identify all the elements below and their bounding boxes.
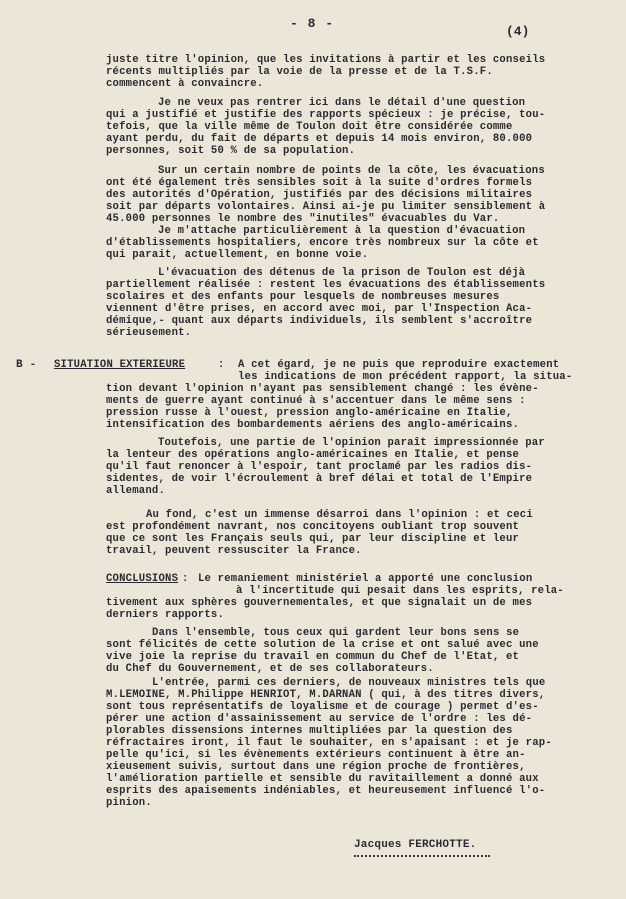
heading-separator: : bbox=[182, 573, 189, 585]
text-line: du Chef du Gouvernement, et de ses collaborateurs. bbox=[106, 663, 434, 675]
text-line: viennent d'être prises, en accord avec moi, par l'Inspection Aca- bbox=[106, 303, 533, 315]
text-line: pinion. bbox=[106, 797, 152, 809]
section-heading: SITUATION EXTERIEURE bbox=[54, 359, 186, 371]
text-line: ont été également très sensibles soit à la suite d'ordres formels bbox=[106, 177, 533, 189]
text-line: 45.000 personnes le nombre des "inutiles" évacuables du Var. bbox=[106, 213, 500, 225]
text-line: vive joie la reprise du travail en commun du Chef de l'Etat, et bbox=[106, 651, 520, 663]
text-line: Le remaniement ministériel a apporté une conclusion bbox=[198, 573, 533, 585]
text-line: d'établissements hospitaliers, encore très nombreux sur la côte et bbox=[106, 237, 539, 249]
text-line: esprits des apaisements indéniables, et heureusement influencé l'o- bbox=[106, 785, 546, 797]
text-line: tion devant l'opinion n'ayant pas sensiblement changé : les évène- bbox=[106, 383, 539, 395]
text-line: travail, peuvent ressusciter la France. bbox=[106, 545, 362, 557]
text-line: récents multipliés par la voie de la presse et de la T.S.F. bbox=[106, 66, 493, 78]
section-heading: CONCLUSIONS bbox=[106, 573, 179, 585]
text-line: pression russe à l'ouest, pression anglo-américaine en Italie, bbox=[106, 407, 513, 419]
text-line: ments de guerre ayant continué à s'accentuer dans le même sens : bbox=[106, 395, 526, 407]
text-line: Dans l'ensemble, tous ceux qui gardent leur bons sens se bbox=[152, 627, 520, 639]
text-line: sérieusement. bbox=[106, 327, 192, 339]
text-line: réfractaires iront, il faut le souhaiter, en s'apaisant : et je rap- bbox=[106, 737, 552, 749]
text-line: sidentes, de voir l'écroulement à bref délai et total de l'Empire bbox=[106, 473, 533, 485]
text-line: plorables dissensions internes multipliées par la question des bbox=[106, 725, 513, 737]
text-line: intensification des bombardements aériens des anglo-américains. bbox=[106, 419, 520, 431]
text-line: A cet égard, je ne puis que reproduire exactement bbox=[238, 359, 560, 371]
text-line: M.LEMOINE, M.Philippe HENRIOT, M.DARNAN ( qui, à des titres divers, bbox=[106, 689, 546, 701]
text-line: partiellement réalisée : restent les évacuations des établissements bbox=[106, 279, 546, 291]
text-line: qui a justifié et justifie des rapports spécieux : je précise, tou- bbox=[106, 109, 546, 121]
text-line: à l'incertitude qui pesait dans les esprits, rela- bbox=[236, 585, 564, 597]
text-line: pelle qu'ici, si les évènements extérieurs continuent à être an- bbox=[106, 749, 526, 761]
text-line: Toutefois, une partie de l'opinion paraît impressionnée par bbox=[158, 437, 545, 449]
text-line: est profondément navrant, nos concitoyens oubliant trop souvent bbox=[106, 521, 520, 533]
text-line: commencent à convaincre. bbox=[106, 78, 264, 90]
text-line: derniers rapports. bbox=[106, 609, 225, 621]
text-line: allemand. bbox=[106, 485, 166, 497]
text-line: scolaires et des enfants pour lesquels de nombreuses mesures bbox=[106, 291, 500, 303]
text-line: des autorités d'Opération, justifiés par des décisions militaires bbox=[106, 189, 533, 201]
text-line: que ce sont les Français seuls qui, par leur discipline et leur bbox=[106, 533, 520, 545]
text-line: Je ne veux pas rentrer ici dans le détail d'une question bbox=[158, 97, 526, 109]
text-line: Je m'attache particulièrement à la question d'évacuation bbox=[158, 225, 526, 237]
text-line: tivement aux sphères gouvernementales, et que signalait un de mes bbox=[106, 597, 533, 609]
text-line: L'entrée, parmi ces derniers, de nouveaux ministres tels que bbox=[152, 677, 546, 689]
text-line: tefois, que la ville même de Toulon doit être considérée comme bbox=[106, 121, 513, 133]
text-line: L'évacuation des détenus de la prison de Toulon est déjà bbox=[158, 267, 526, 279]
heading-separator: : bbox=[218, 359, 225, 371]
text-line: la lenteur des opérations anglo-américaines en Italie, et pense bbox=[106, 449, 520, 461]
text-line: sont félicités de cette solution de la crise et ont salué avec une bbox=[106, 639, 539, 651]
text-line: soit par départs volontaires. Ainsi ai-je pu limiter sensiblement à bbox=[106, 201, 546, 213]
text-line: qu'il faut renoncer à l'espoir, tant proclamé par les radios dis- bbox=[106, 461, 533, 473]
text-line: personnes, soit 50 % de sa population. bbox=[106, 145, 356, 157]
page-number: - 8 - bbox=[290, 16, 335, 31]
text-line: juste titre l'opinion, que les invitations à partir et les conseils bbox=[106, 54, 546, 66]
text-line: les indications de mon précédent rapport, la situa- bbox=[238, 371, 573, 383]
section-letter: B - bbox=[16, 359, 37, 371]
text-line: démique,- quant aux départs individuels, ils semblent s'accroître bbox=[106, 315, 533, 327]
text-line: l'amélioration partielle et sensible du ravitaillement a donné aux bbox=[106, 773, 539, 785]
text-line: Sur un certain nombre de points de la côte, les évacuations bbox=[158, 165, 545, 177]
sheet-number: (4) bbox=[506, 24, 530, 39]
text-line: pérer une action d'assainissement au service de l'ordre : les dé- bbox=[106, 713, 533, 725]
signature-rule bbox=[354, 855, 490, 857]
text-line: sont tous représentatifs de loyalisme et de courage ) permet d'es- bbox=[106, 701, 539, 713]
text-line: ayant perdu, du fait de départs et depuis 14 mois environ, 80.000 bbox=[106, 133, 533, 145]
text-line: qui parait, actuellement, en bonne voie. bbox=[106, 249, 369, 261]
signature-name: Jacques FERCHOTTE. bbox=[354, 839, 477, 851]
text-line: xieusement suivis, surtout dans une région proche de frontières, bbox=[106, 761, 526, 773]
text-line: Au fond, c'est un immense désarroi dans l'opinion : et ceci bbox=[146, 509, 533, 521]
